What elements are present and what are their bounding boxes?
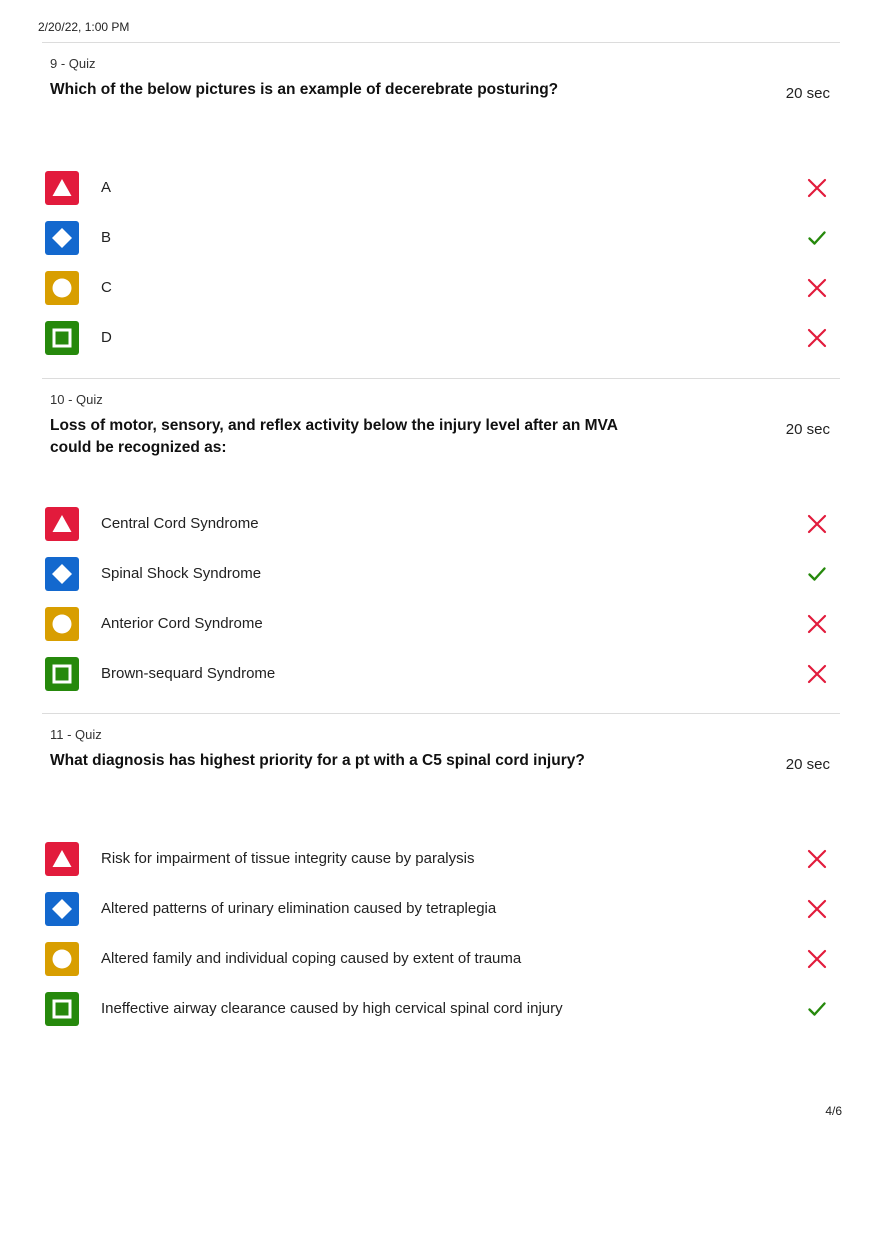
answer-text: Risk for impairment of tissue integrity cause by paralysis <box>101 850 475 867</box>
answer-text: Spinal Shock Syndrome <box>101 565 262 582</box>
triangle-icon <box>45 842 79 876</box>
time-limit: 20 sec <box>785 421 830 438</box>
quiz-number: 9 - Quiz <box>50 56 96 71</box>
incorrect-x-icon <box>805 276 829 300</box>
triangle-icon <box>45 507 79 541</box>
incorrect-x-icon <box>805 897 829 921</box>
answer-text: Altered family and individual coping caused by extent of trauma <box>101 950 522 967</box>
print-date: 2/20/22, 1:00 PM <box>38 20 130 34</box>
answer-row <box>42 657 840 707</box>
incorrect-x-icon <box>805 847 829 871</box>
quiz-card <box>42 42 840 374</box>
circle-icon <box>45 271 79 305</box>
quiz-number: 10 - Quiz <box>50 392 103 407</box>
quiz-card <box>42 378 840 710</box>
time-limit: 20 sec <box>785 756 830 773</box>
answer-text: Altered patterns of urinary elimination caused by tetraplegia <box>101 900 497 917</box>
answer-row <box>42 507 840 557</box>
quiz-card <box>42 713 840 1045</box>
diamond-icon <box>45 892 79 926</box>
answer-text: A <box>101 179 112 196</box>
correct-check-icon <box>805 562 829 586</box>
incorrect-x-icon <box>805 176 829 200</box>
answer-row <box>42 171 840 221</box>
page-number: 4/6 <box>825 1104 842 1118</box>
answer-row <box>42 892 840 942</box>
quiz-question: What diagnosis has highest priority for a pt with a C5 spinal cord injury? <box>50 752 585 769</box>
answer-row <box>42 221 840 271</box>
circle-icon <box>45 942 79 976</box>
answer-row <box>42 557 840 607</box>
answer-list <box>42 507 840 707</box>
diamond-icon <box>45 221 79 255</box>
square-icon <box>45 657 79 691</box>
incorrect-x-icon <box>805 612 829 636</box>
answer-text: C <box>101 279 112 296</box>
quiz-question: Loss of motor, sensory, and reflex activity below the injury level after an MVA could be recognized as: <box>50 417 618 456</box>
answer-text: Brown-sequard Syndrome <box>101 665 276 682</box>
answer-row <box>42 842 840 892</box>
incorrect-x-icon <box>805 662 829 686</box>
answer-row <box>42 607 840 657</box>
time-limit: 20 sec <box>785 85 830 102</box>
quiz-question: Which of the below pictures is an example of decerebrate posturing? <box>50 81 559 98</box>
answer-text: Central Cord Syndrome <box>101 515 259 532</box>
square-icon <box>45 321 79 355</box>
answer-list <box>42 171 840 371</box>
incorrect-x-icon <box>805 512 829 536</box>
answer-row <box>42 271 840 321</box>
correct-check-icon <box>805 226 829 250</box>
correct-check-icon <box>805 997 829 1021</box>
answer-text: Anterior Cord Syndrome <box>101 615 263 632</box>
square-icon <box>45 992 79 1026</box>
answer-text: Ineffective airway clearance caused by high cervical spinal cord injury <box>101 1000 563 1017</box>
answer-row <box>42 992 840 1042</box>
quiz-number: 11 - Quiz <box>50 727 102 742</box>
answer-list <box>42 842 840 1042</box>
answer-text: D <box>101 329 112 346</box>
answer-row <box>42 942 840 992</box>
answer-text: B <box>101 229 112 246</box>
triangle-icon <box>45 171 79 205</box>
incorrect-x-icon <box>805 947 829 971</box>
circle-icon <box>45 607 79 641</box>
answer-row <box>42 321 840 371</box>
diamond-icon <box>45 557 79 591</box>
incorrect-x-icon <box>805 326 829 350</box>
